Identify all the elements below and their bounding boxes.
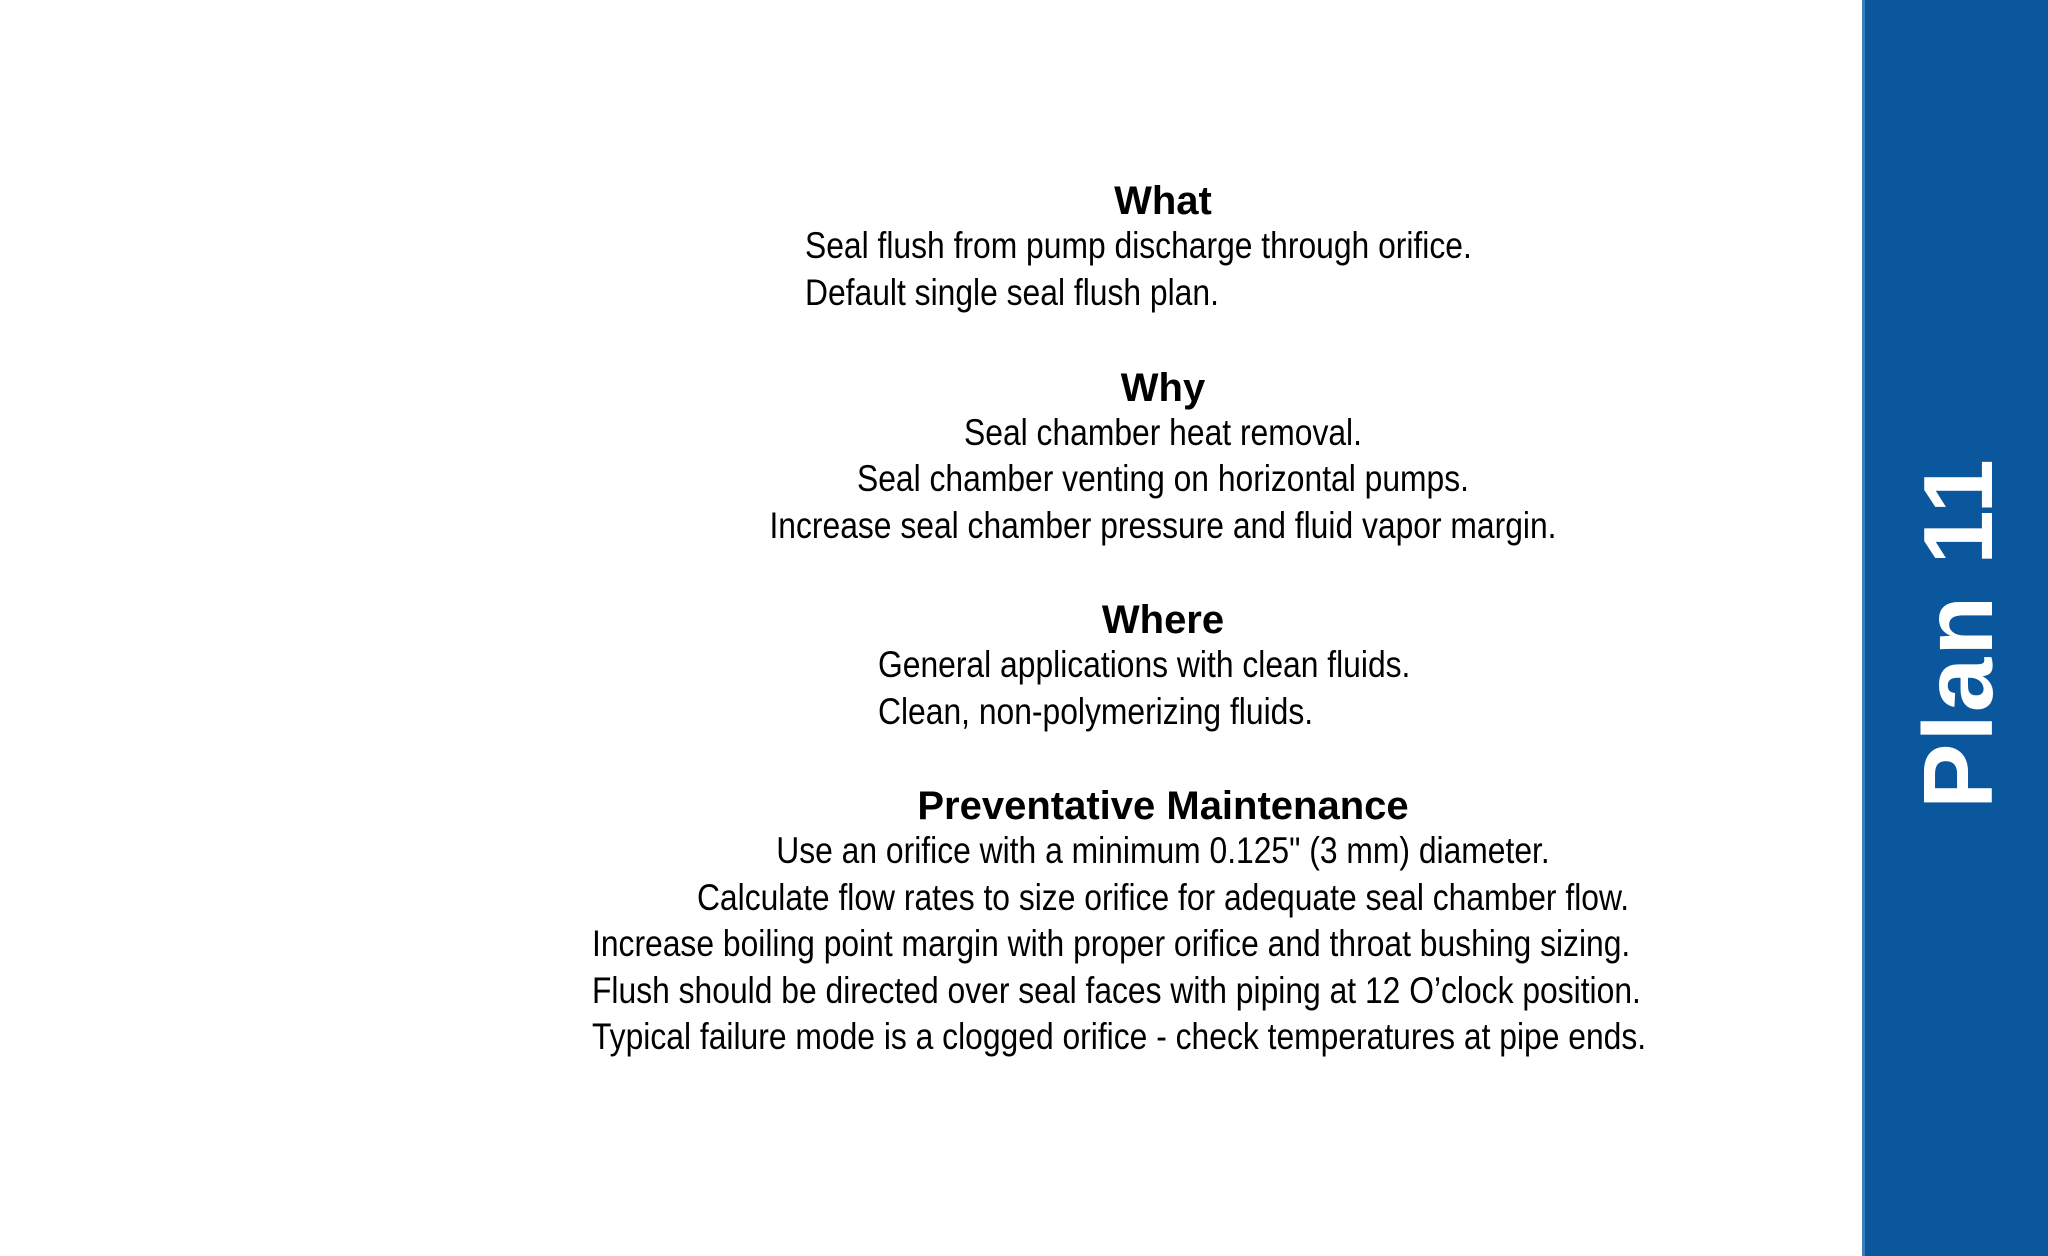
why-line-3: Increase seal chamber pressure and fluid vapor margin. (769, 505, 1557, 546)
maintenance-heading: Preventative Maintenance (917, 784, 1409, 828)
what-heading: What (1114, 179, 1212, 223)
why-heading: Why (1120, 366, 1206, 410)
plan-sidebar (1862, 0, 2048, 1256)
why-line-2: Seal chamber venting on horizontal pumps. (856, 458, 1469, 499)
maintenance-line-4: Flush should be directed over seal faces with piping at 12 O’clock position. (592, 970, 1641, 1011)
maintenance-line-3: Increase boiling point margin with proper orifice and throat bushing sizing. (592, 923, 1631, 964)
maintenance-line-1: Use an orifice with a minimum 0.125" (3 mm) diameter. (776, 830, 1550, 871)
maintenance-line-5: Typical failure mode is a clogged orifice - check temperatures at pipe ends. (592, 1016, 1647, 1057)
what-line-2: Default single seal flush plan. (805, 272, 1219, 313)
maintenance-line-2: Calculate flow rates to size orifice for adequate seal chamber flow. (696, 877, 1630, 918)
plan-title: Plan 11 (1903, 457, 2013, 809)
where-heading: Where (1101, 598, 1225, 642)
why-line-1: Seal chamber heat removal. (964, 412, 1362, 453)
what-line-1: Seal flush from pump discharge through orifice. (805, 225, 1472, 266)
where-line-2: Clean, non-polymerizing fluids. (878, 691, 1314, 732)
where-line-1: General applications with clean fluids. (878, 644, 1411, 685)
